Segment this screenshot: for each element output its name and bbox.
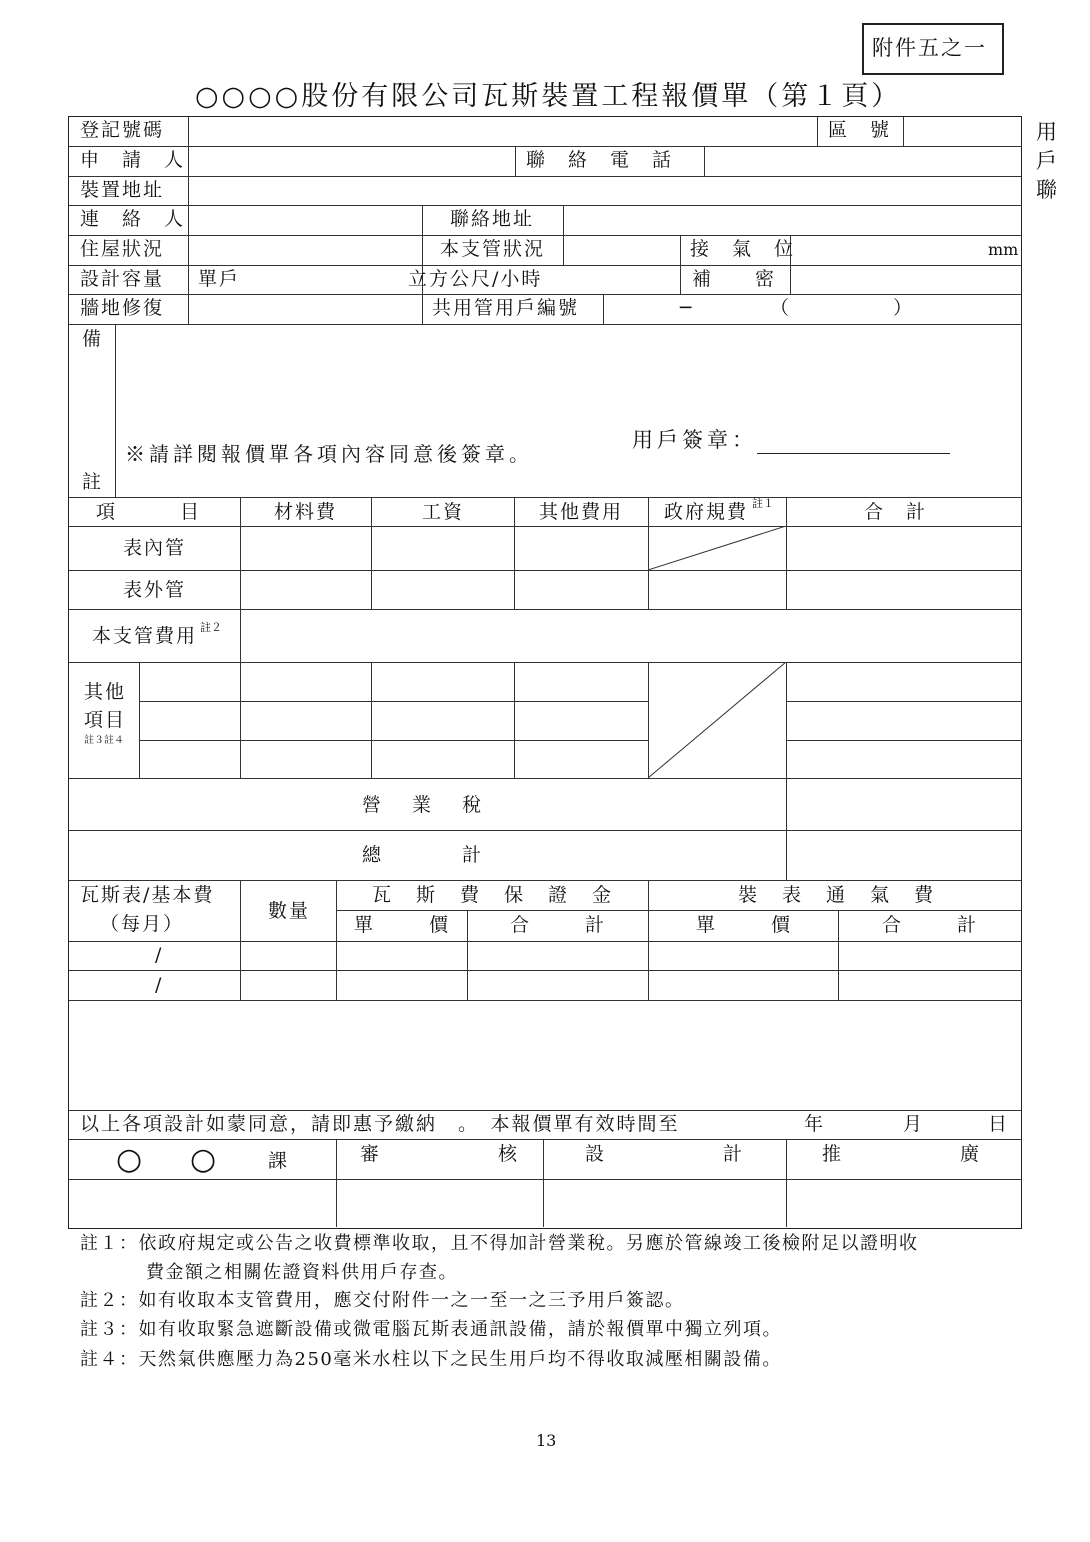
row-inner-pipe: 表內管 bbox=[123, 537, 187, 559]
col-material: 材料費 bbox=[274, 501, 338, 523]
review-label: 審 核 bbox=[360, 1143, 522, 1165]
attachment-label: 附件五之一 bbox=[872, 36, 987, 60]
col-item: 項 目 bbox=[96, 501, 202, 523]
gas-connect-label: 接 氣 位 bbox=[690, 238, 796, 260]
dept-label: 課 bbox=[268, 1150, 290, 1172]
note-4: 註４：天然氣供應壓力為250毫米水柱以下之民生用戶均不得收取減壓相關設備。 bbox=[80, 1349, 782, 1370]
reg-no-label: 登記號碼 bbox=[80, 119, 165, 141]
capacity-label: 設計容量 bbox=[80, 268, 165, 290]
signature-label: 用戶簽章： bbox=[632, 428, 757, 452]
valid-day: 日 bbox=[988, 1113, 1010, 1135]
agree-text: 以上各項設計如蒙同意，請即惠予繳納 。 本報價單有效時間至 bbox=[80, 1113, 680, 1135]
branch-fee-note: 註２ bbox=[200, 621, 222, 634]
page-title: ○○○○股份有限公司瓦斯裝置工程報價單（第１頁） bbox=[195, 81, 902, 112]
meter-monthly-label: （每月） bbox=[100, 913, 185, 935]
gov-fee-slash-inner bbox=[648, 526, 786, 570]
row-branch-fee: 本支管費用 bbox=[92, 625, 198, 647]
shared-no-label: 共用管用戶編號 bbox=[432, 297, 580, 319]
applicant-label: 申 請 人 bbox=[80, 149, 186, 171]
side-label-2: 戶 bbox=[1036, 149, 1059, 173]
address-label: 裝置地址 bbox=[80, 179, 165, 201]
col-wage: 工資 bbox=[422, 501, 465, 523]
phone-label: 聯 絡 電 話 bbox=[526, 149, 674, 171]
deposit-label: 瓦 斯 費 保 證 金 bbox=[372, 884, 615, 906]
other-items-notes: 註３註４ bbox=[84, 735, 124, 746]
col-gov-fee: 政府規費 bbox=[664, 501, 749, 523]
note-2: 註２：如有收取本支管費用，應交付附件一之一至一之三予用戶簽認。 bbox=[80, 1290, 685, 1311]
single-label: 單戶 bbox=[198, 268, 241, 290]
meter-fee-label: 瓦斯表/基本費 bbox=[80, 884, 215, 906]
row-business-tax: 營 業 稅 bbox=[362, 794, 488, 816]
wall-label: 牆地修復 bbox=[80, 297, 165, 319]
shared-no-dash: ─ bbox=[680, 297, 694, 319]
side-label-1: 用 bbox=[1036, 120, 1059, 144]
gov-fee-slash-other bbox=[648, 662, 786, 778]
install-subtotal: 合 計 bbox=[882, 914, 983, 936]
note-1-cont: 費金額之相關佐證資料供用戶存查。 bbox=[146, 1262, 458, 1283]
row-other-items-1: 其他 bbox=[84, 681, 127, 703]
gov-fee-note: 註１ bbox=[752, 497, 774, 510]
valid-year: 年 bbox=[804, 1113, 826, 1135]
note-1: 註１：依政府規定或公告之收費標準收取，且不得加計營業稅。另應於管線竣工後檢附足以證明收 bbox=[80, 1233, 919, 1254]
row-other-items-2: 項目 bbox=[84, 709, 127, 731]
shared-no-paren-right: ） bbox=[893, 297, 915, 319]
meter-qty-label: 數量 bbox=[268, 900, 311, 922]
install-fee-label: 裝 表 通 氣 費 bbox=[738, 884, 937, 906]
remarks-label-bottom: 註 bbox=[82, 471, 104, 493]
row-grand-total: 總 計 bbox=[362, 844, 488, 866]
mm-unit: mm bbox=[988, 240, 1019, 259]
signature-line[interactable] bbox=[757, 453, 950, 454]
deposit-unit-price: 單 價 bbox=[354, 914, 455, 936]
col-total: 合 計 bbox=[864, 501, 928, 523]
design-label: 設 計 bbox=[585, 1143, 747, 1165]
district-label: 區 號 bbox=[828, 119, 892, 141]
seal-label: 補 密 bbox=[692, 268, 777, 290]
consent-notice: ※請詳閱報價單各項內容同意後簽章。 bbox=[125, 442, 533, 466]
promote-label: 推 廣 bbox=[822, 1143, 984, 1165]
page-number: 13 bbox=[536, 1431, 557, 1450]
side-label-3: 聯 bbox=[1036, 178, 1059, 202]
branch-status-label: 本支管狀況 bbox=[440, 238, 546, 260]
col-other-fee: 其他費用 bbox=[539, 501, 624, 523]
housing-label: 住屋狀況 bbox=[80, 238, 165, 260]
deposit-subtotal: 合 計 bbox=[510, 914, 611, 936]
remarks-label-top: 備 bbox=[82, 328, 104, 350]
install-unit-price: 單 價 bbox=[696, 914, 797, 936]
dept-circle-2: ○ bbox=[190, 1142, 217, 1177]
meter-row-1-slash: / bbox=[155, 944, 164, 966]
valid-month: 月 bbox=[903, 1113, 925, 1135]
dept-circle-1: ○ bbox=[116, 1142, 143, 1177]
row-outer-pipe: 表外管 bbox=[123, 579, 187, 601]
contact-label: 連 絡 人 bbox=[80, 208, 186, 230]
note-3: 註３：如有收取緊急遮斷設備或微電腦瓦斯表通訊設備，請於報價單中獨立列項。 bbox=[80, 1319, 782, 1340]
contact-address-label: 聯絡地址 bbox=[450, 208, 535, 230]
shared-no-paren-left: （ bbox=[770, 297, 792, 319]
capacity-unit: 立方公尺/小時 bbox=[408, 268, 543, 290]
meter-row-2-slash: / bbox=[155, 974, 164, 996]
